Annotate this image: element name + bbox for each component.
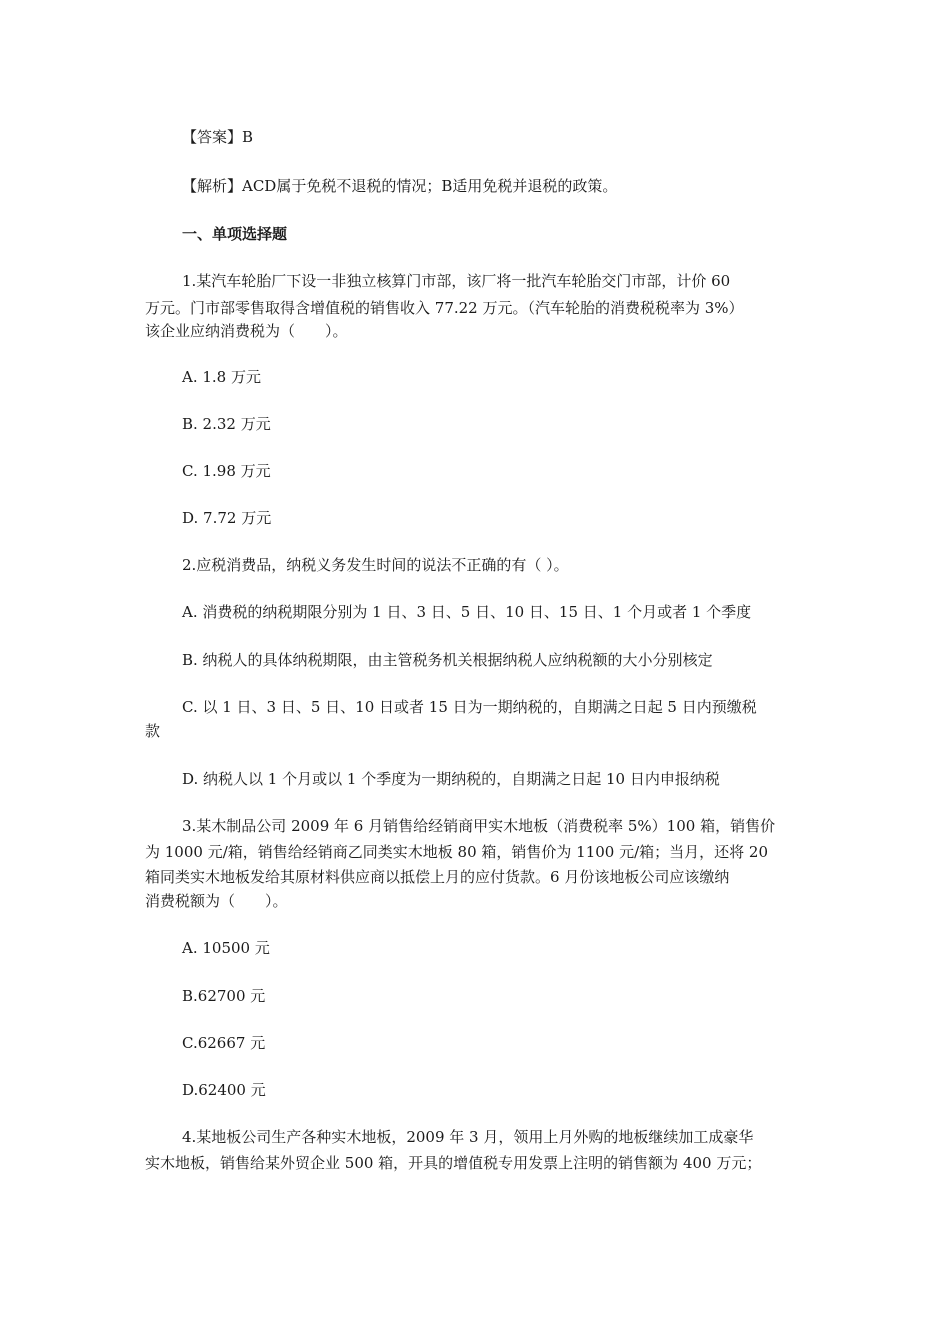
q3-option-d: D.62400 元 bbox=[182, 1081, 266, 1099]
q2-stem-line1: 2.应税消费品，纳税义务发生时间的说法不正确的有（ ）。 bbox=[182, 556, 569, 574]
q1-stem-line1: 1.某汽车轮胎厂下设一非独立核算门市部，该厂将一批汽车轮胎交门市部，计价 60 bbox=[182, 272, 731, 290]
q2-option-b: B. 纳税人的具体纳税期限，由主管税务机关根据纳税人应纳税额的大小分别核定 bbox=[182, 651, 713, 669]
q2-option-d: D. 纳税人以 1 个月或以 1 个季度为一期纳税的，自期满之日起 10 日内申报纳税 bbox=[182, 770, 720, 788]
section-title: 一、单项选择题 bbox=[182, 225, 288, 243]
q3-stem-line4: 消费税额为（ ）。 bbox=[145, 892, 288, 910]
q4-stem-line1: 4.某地板公司生产各种实木地板，2009 年 3 月，领用上月外购的地板继续加工成豪华 bbox=[182, 1128, 754, 1146]
q4-stem-line2: 实木地板，销售给某外贸企业 500 箱，开具的增值税专用发票上注明的销售额为 400 万元； bbox=[145, 1154, 762, 1172]
q3-stem-line1: 3.某木制品公司 2009 年 6 月销售给经销商甲实木地板（消费税率 5%）100 箱，销售价 bbox=[182, 817, 776, 835]
q2-option-c-line1: C. 以 1 日、3 日、5 日、10 日或者 15 日为一期纳税的，自期满之日起 5 日内预缴税 bbox=[182, 698, 757, 716]
analysis-line: 【解析】ACD属于免税不退税的情况；B适用免税并退税的政策。 bbox=[182, 177, 618, 195]
q3-option-b: B.62700 元 bbox=[182, 987, 266, 1005]
q2-option-a: A. 消费税的纳税期限分别为 1 日、3 日、5 日、10 日、15 日、1 个月或者 1 个季度 bbox=[182, 603, 752, 621]
q1-option-a: A. 1.8 万元 bbox=[182, 368, 261, 386]
q1-option-d: D. 7.72 万元 bbox=[182, 509, 272, 527]
q3-option-a: A. 10500 元 bbox=[182, 939, 270, 957]
q1-stem-line2: 万元。门市部零售取得含增值税的销售收入 77.22 万元。（汽车轮胎的消费税税率为 3%） bbox=[145, 299, 744, 317]
q1-option-b: B. 2.32 万元 bbox=[182, 415, 271, 433]
q3-stem-line3: 箱同类实木地板发给其原材料供应商以抵偿上月的应付货款。6 月份该地板公司应该缴纳 bbox=[145, 868, 730, 886]
q1-stem-line3: 该企业应纳消费税为（ ）。 bbox=[145, 322, 348, 340]
answer-line: 【答案】B bbox=[182, 128, 254, 146]
q3-option-c: C.62667 元 bbox=[182, 1034, 266, 1052]
q2-option-c-line2: 款 bbox=[145, 722, 161, 740]
q3-stem-line2: 为 1000 元/箱，销售给经销商乙同类实木地板 80 箱，销售价为 1100 元/箱；当月，还将 20 bbox=[145, 843, 769, 861]
q1-option-c: C. 1.98 万元 bbox=[182, 462, 271, 480]
